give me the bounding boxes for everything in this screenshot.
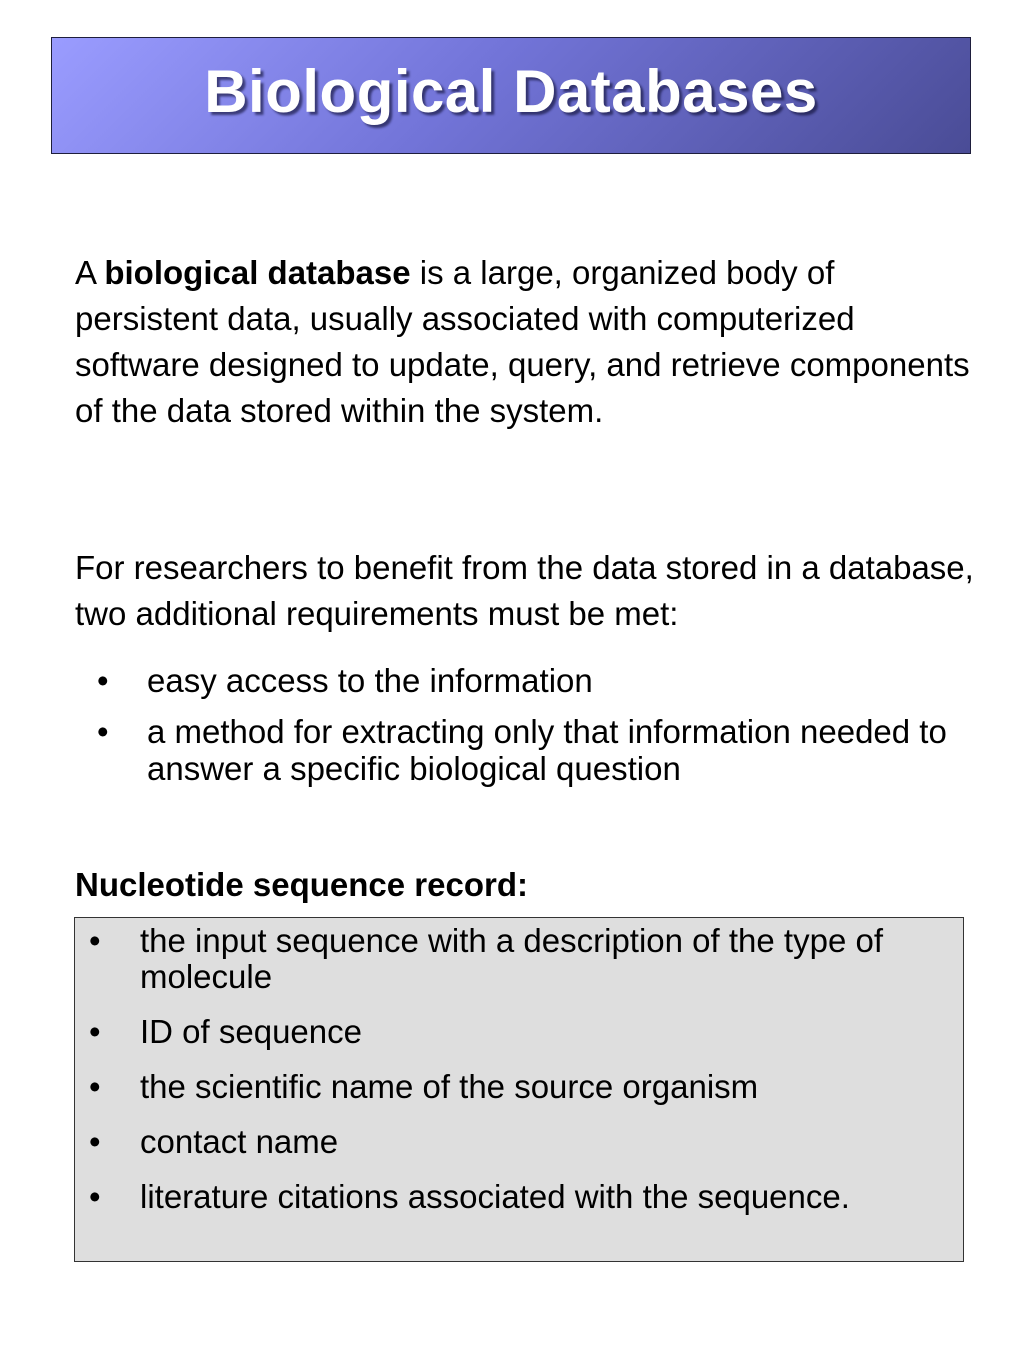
record-box [74,917,964,1262]
list-item [75,1124,960,1160]
intro-prefix: A [75,254,105,291]
intro-paragraph [75,250,975,434]
record-heading: Nucleotide sequence record: [75,866,528,903]
list-item [75,1069,960,1105]
bullet-icon: • [89,922,101,959]
list-item [75,713,975,787]
title-banner [51,37,971,154]
bullet-icon: • [89,1068,101,1105]
requirements-list [75,662,975,801]
bullet-icon: • [97,713,109,750]
record-list [75,923,960,1234]
intro-rest: is a large, organized body of persistent data, usually associated with computerized software designed to update, query, and retrieve components of the data stored within the system. [75,254,970,429]
bullet-icon: • [97,662,109,699]
list-item [75,662,975,699]
list-item-text: ID of sequence [140,1013,362,1050]
bullet-icon: • [89,1178,101,1215]
list-item-text: the scientific name of the source organism [140,1068,759,1105]
page-title: Biological Databases [204,58,818,125]
requirements-paragraph: For researchers to benefit from the data stored in a database, two additional requirements must be met: [75,549,974,632]
list-item-text: the input sequence with a description of the type of molecule [140,922,883,995]
list-item [75,1014,960,1050]
list-item-text: a method for extracting only that information needed to answer a specific biological question [147,713,947,787]
intro-term: biological database [104,254,411,291]
bullet-icon: • [89,1013,101,1050]
bullet-icon: • [89,1123,101,1160]
list-item [75,1179,960,1215]
list-item [75,923,960,995]
list-item-text: contact name [140,1123,339,1160]
list-item-text: literature citations associated with the sequence. [140,1178,850,1215]
list-item-text: easy access to the information [147,662,593,699]
